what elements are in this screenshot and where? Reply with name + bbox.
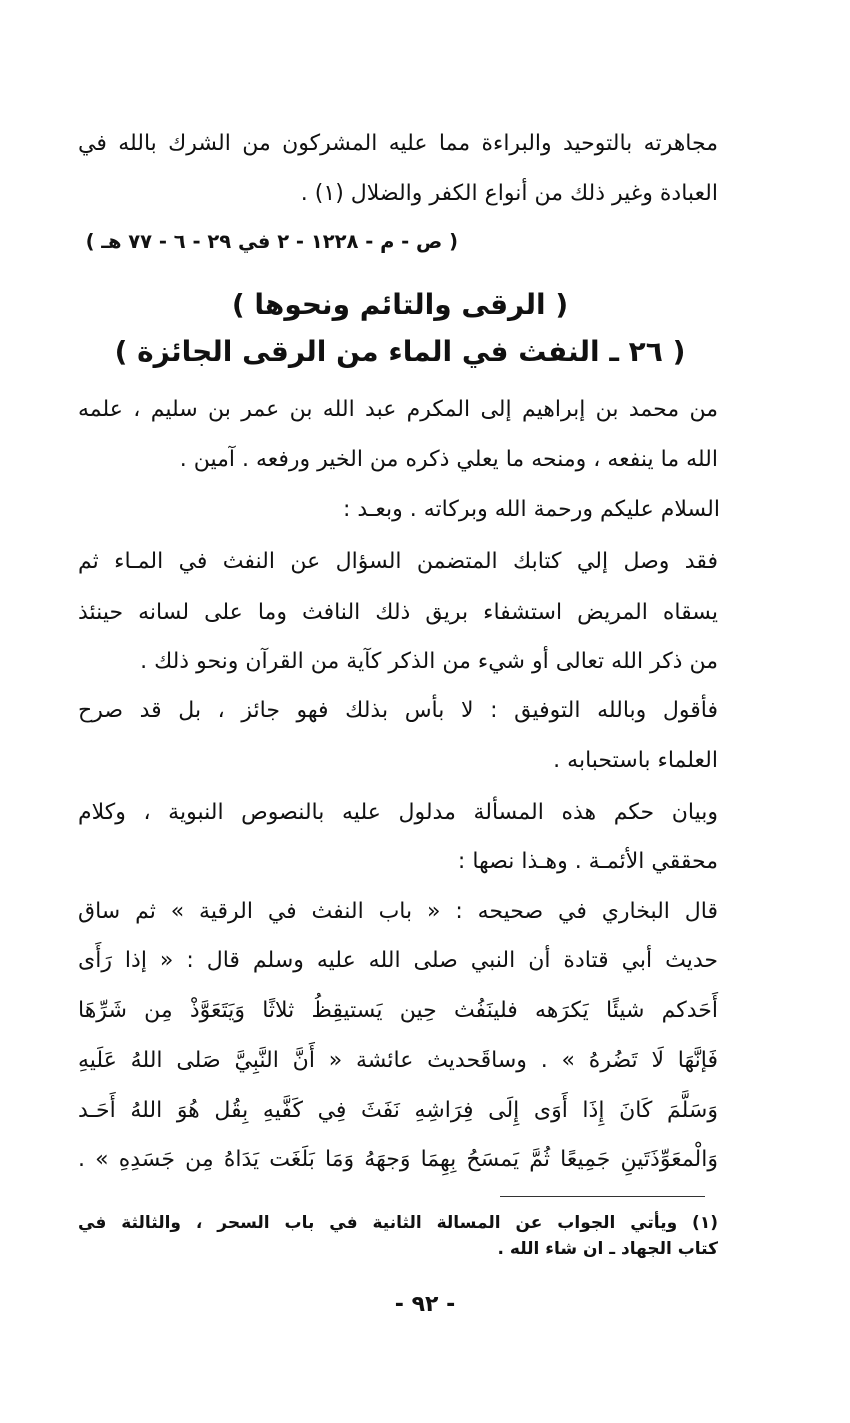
body-line: محققي الأئمـة . وهـذا نصها : [457,849,718,874]
body-line: من ذكر الله تعالى أو شيء من الذكر كآية من القرآن ونحو ذلك . [140,649,718,674]
footnote-line: (١) ويأتي الجواب عن المسالة الثانية في باب السحر ، والثالثة في [78,1213,718,1233]
body-line: السلام عليكم ورحمة الله وبركاته . وبعـد : [343,497,720,522]
paragraph-line: العبادة وغير ذلك من أنواع الكفر والضلال (١) . [300,181,718,206]
section-heading: ( الرقى والتائم ونحوها ) [231,288,569,321]
body-line: وَالْمعَوِّذَتَينِ جَمِيعًا ثُمَّ يَمسَحُ بِهِمَا وَجهَهُ وَمَا بَلَغَت يَدَاهُ مِن جَسَدِهِ » . [78,1147,718,1172]
body-line: وَسَلَّمَ كَانَ إِذَا أَوَى إِلَى فِرَاشِهِ نَفَثَ فِي كَفَّيهِ بِقُل هُوَ اللهُ أَحَـد [78,1098,718,1123]
item-heading: ( ٢٦ ـ النفث في الماء من الرقى الجائزة ) [114,335,686,368]
body-line: أَحَدكم شيئًا يَكرَهه فلينَفُث حِين يَستيقِظُ ثلاثًا وَيَتَعَوَّذْ مِن شَرِّهَا [78,998,718,1023]
body-line: وبيان حكم هذه المسألة مدلول عليه بالنصوص النبوية ، وكلام [78,800,718,825]
page-number: - ٩٢ - [394,1292,456,1317]
footnote-divider [500,1196,705,1197]
body-line: قال البخاري في صحيحه : « باب النفث في الرقية » ثم ساق [78,899,718,924]
body-line: فقد وصل إلي كتابك المتضمن السؤال عن النفث في المـاء ثم [78,549,718,574]
body-line: العلماء باستحبابه . [553,748,718,773]
body-line: يسقاه المريض استشفاء بريق ذلك النافث وما على لسانه حينئذ [78,600,718,625]
body-line: من محمد بن إبراهيم إلى المكرم عبد الله بن عمر بن سليم ، علمه [78,397,718,422]
paragraph-line: مجاهرته بالتوحيد والبراءة مما عليه المشركون من الشرك بالله في [78,131,718,156]
body-line: حديث أبي قتادة أن النبي صلى الله عليه وسلم قال : « إذا رَأَى [78,948,718,973]
body-line: فأقول وبالله التوفيق : لا بأس بذلك فهو جائز ، بل قد صرح [78,698,718,723]
footnote-line: كتاب الجهاد ـ ان شاء الله . [497,1239,718,1259]
body-line: فَإنَّهَا لَا تَضُرهُ » . وساقَحديث عائشة « أَنَّ النَّبِيَّ صَلى اللهُ عَلَيهِ [78,1048,718,1073]
reference-citation: ( ص - م - ١٢٢٨ - ٢ في ٢٩ - ٦ - ٧٧ هـ ) [85,230,458,253]
body-line: الله ما ينفعه ، ومنحه ما يعلي ذكره من الخير ورفعه . آمين . [179,447,718,472]
